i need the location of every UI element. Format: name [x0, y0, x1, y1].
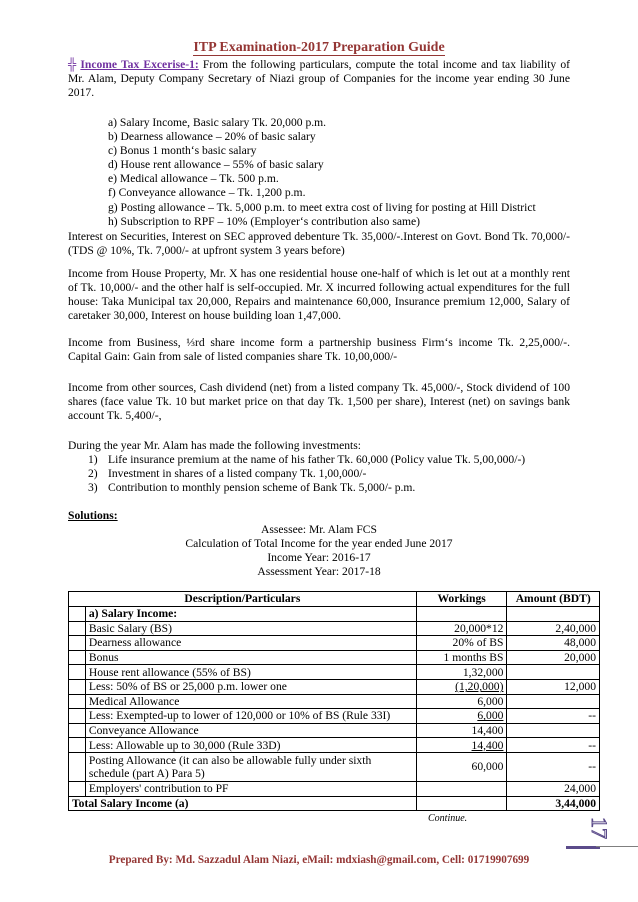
exercise-title: Income Tax Excerise-1: — [80, 58, 199, 71]
income-year: Income Year: 2016-17 — [267, 551, 371, 564]
page-number — [574, 810, 612, 846]
list-item: d) House rent allowance – 55% of basic salary — [108, 158, 324, 172]
list-item: a) Salary Income, Basic salary Tk. 20,000 p.m. — [108, 116, 327, 129]
header-workings: Workings — [416, 592, 507, 607]
page-number-rule — [596, 846, 638, 847]
table-row: Less: 50% of BS or 25,000 p.m. lower one (1,20,000) 12,000 — [69, 679, 600, 694]
income-table — [68, 591, 600, 811]
list-item: c) Bonus 1 month‘s basic salary — [108, 144, 257, 158]
page-number-bar — [566, 846, 600, 849]
table-row: House rent allowance (55% of BS) 1,32,000 — [69, 665, 600, 680]
header-amount: Amount (BDT) — [507, 592, 600, 607]
exercise-text: From the following particulars, compute the total income and tax liability of Mr. Alam, Deputy Company Secretary of Niazi group of Companies for the income year ending 30 June 2017. — [68, 58, 570, 99]
securities-paragraph: Interest on Securities, Interest on SEC approved debenture Tk. 35,000/-.Interest on Govt. Bond Tk. 70,000/- (TDS @ 10%, Tk. 7,000/- at upfront system 3 years before) — [68, 230, 570, 257]
exercise-intro — [68, 58, 570, 100]
header-title: ITP Examination-2017 Preparation Guide — [193, 40, 445, 55]
table-row: Less: Allowable up to 30,000 (Rule 33D) 14,400 -- — [69, 738, 600, 753]
header-description: Description/Particulars — [69, 592, 417, 607]
table-row: Bonus 1 months BS 20,000 — [69, 650, 600, 665]
total-amount: 3,44,000 — [507, 796, 600, 811]
table-header-row — [69, 592, 600, 607]
list-item: g) Posting allowance – Tk. 5,000 p.m. to meet extra cost of living for posting at Hill District — [108, 200, 536, 214]
table-row: Posting Allowance (it can also be allowable fully under sixth schedule (part A) Para 5) 60,000 -- — [69, 752, 600, 781]
page-number-text: 17 — [587, 817, 612, 839]
list-item: h) Subscription to RPF – 10% (Employer‘s contribution also same) — [108, 214, 421, 228]
exercise-mark: ╬ — [68, 58, 77, 71]
list-item: 1) Life insurance premium at the name of his father Tk. 60,000 (Policy value Tk. 5,00,000/-) — [88, 453, 526, 466]
table-row: Less: Exempted-up to lower of 120,000 or 10% of BS (Rule 33I) 6,000 -- — [69, 709, 600, 724]
table-row: Conveyance Allowance 14,400 — [69, 723, 600, 738]
table-total-row — [69, 796, 600, 811]
investments-list — [88, 453, 568, 496]
table-row: Basic Salary (BS) 20,000*12 2,40,000 — [69, 621, 600, 636]
list-item: 3) Contribution to monthly pension scheme of Bank Tk. 5,000/- p.m. — [88, 481, 416, 495]
calc-title: Calculation of Total Income for the year ended June 2017 — [185, 537, 453, 550]
list-item: 2) Investment in shares of a listed company Tk. 1,00,000/- — [88, 467, 367, 481]
assessee-line: Assessee: Mr. Alam FCS — [261, 523, 377, 536]
list-item: b) Dearness allowance – 20% of basic salary — [108, 130, 316, 144]
assessment-year: Assessment Year: 2017-18 — [257, 565, 381, 578]
salary-items-list — [108, 116, 570, 229]
table-section-row — [69, 607, 600, 622]
other-sources-paragraph: Income from other sources, Cash dividend (net) from a listed company Tk. 45,000/-, Stock dividend of 100 shares (face value Tk. 10 but market price on that day Tk. 1,500 per share), Interest (net) on savings bank account Tk. 5,400/-, — [68, 381, 570, 422]
table-row: Medical Allowance 6,000 — [69, 694, 600, 709]
page-header — [0, 41, 638, 55]
solutions-heading: Solutions: — [68, 509, 118, 522]
page-footer: Prepared By: Md. Sazzadul Alam Niazi, eMail: mdxiash@gmail.com, Cell: 01719907699 — [108, 854, 530, 866]
house-property-paragraph: Income from House Property, Mr. X has one residential house one-half of which is let out at a monthly rent of Tk. 10,000/- and the other half is self-occupied. Mr. X incurred following actual expenditures for the full house: Taka Municipal tax 20,000, Repairs and maintenance 60,000, Insurance premium 12,000, Salary of caretaker 30,000, Interest on house building loan 1,47,000. — [68, 267, 570, 322]
table-row: Employers' contribution to PF 24,000 — [69, 781, 600, 796]
continue-note: Continue. — [428, 813, 468, 824]
section-label: a) Salary Income: — [85, 607, 416, 622]
business-paragraph: Income from Business, ⅓rd share income form a partnership business Firm‘s income Tk. 2,25,000/-. Capital Gain: Gain from sale of listed companies share Tk. 10,00,000/- — [68, 336, 570, 363]
list-item: e) Medical allowance – Tk. 500 p.m. — [108, 172, 279, 186]
list-item: f) Conveyance allowance – Tk. 1,200 p.m. — [108, 186, 306, 200]
table-row: Dearness allowance 20% of BS 48,000 — [69, 636, 600, 651]
total-label: Total Salary Income (a) — [69, 796, 417, 811]
investments-intro: During the year Mr. Alam has made the following investments: — [68, 439, 362, 452]
